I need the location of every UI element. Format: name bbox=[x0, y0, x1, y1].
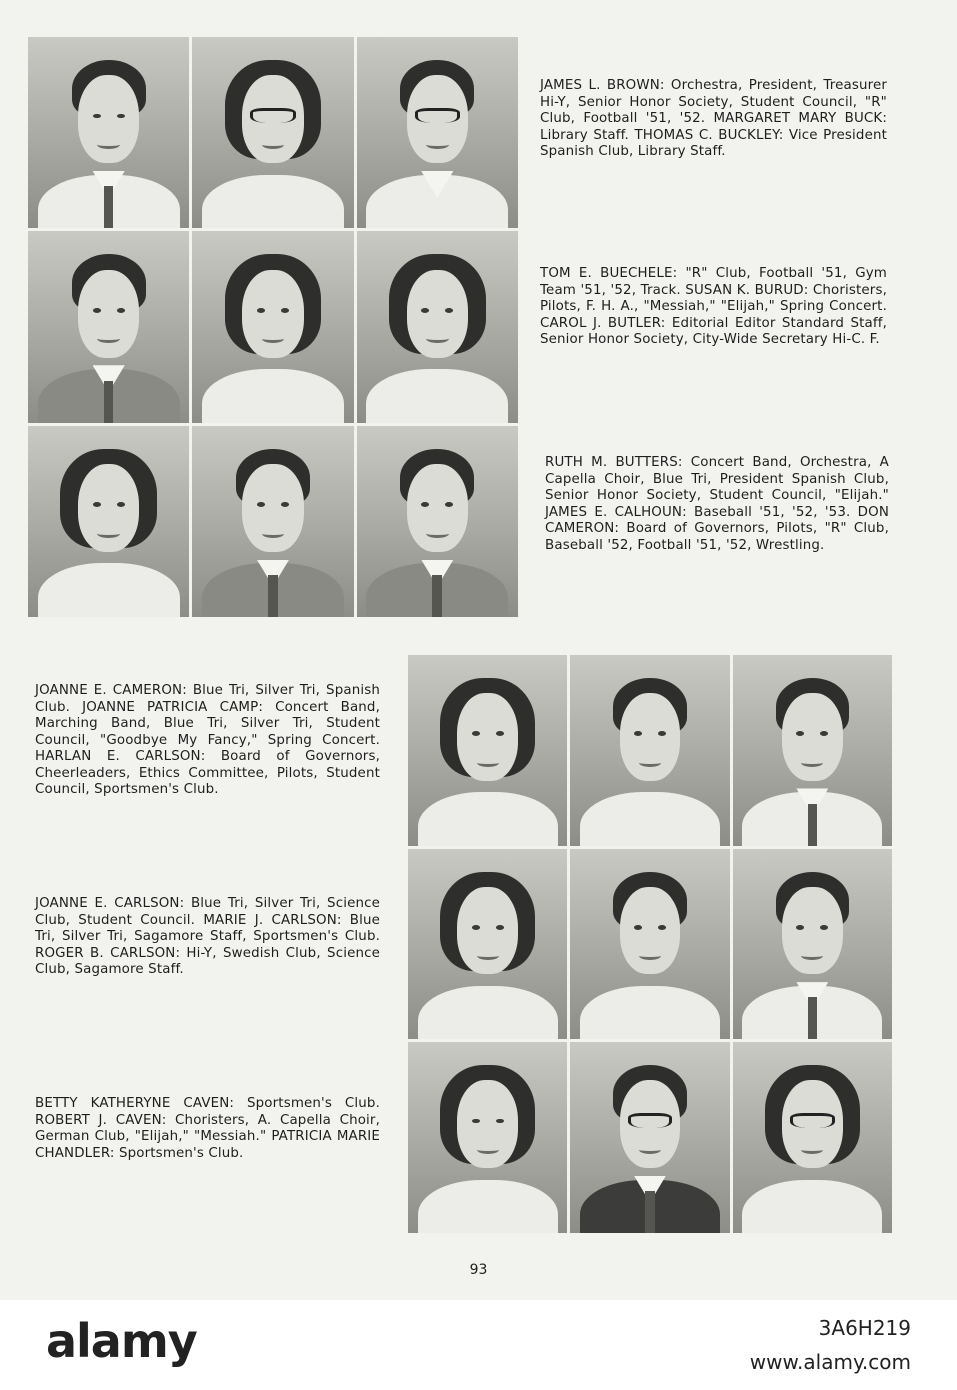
caption-caven-caven-chandler: BETTY KATHERYNE CAVEN: Sportsmen's Club. ROBERT J. CAVEN: Choristers, A. Capella Choir, German Club, "Elijah," "Messiah." PATRICIA MARIE CHANDLER: Sportsmen's Club. bbox=[35, 1096, 380, 1161]
portrait-roger-carlson bbox=[733, 849, 892, 1040]
page-number: 93 bbox=[469, 1262, 488, 1278]
portrait-betty-caven bbox=[408, 1042, 567, 1233]
portrait-joanne-cameron bbox=[408, 655, 567, 846]
caption-carlson-carlson-carlson: JOANNE E. CARLSON: Blue Tri, Silver Tri, Science Club, Student Council. MARIE J. CARLSON: Blue Tri, Silver Tri, Sagamore Staff, Sportsmen's Club. ROGER B. CARLSON: Hi-Y, Swedish Club, Science Club, Sagamore Staff. bbox=[35, 896, 380, 977]
portrait-thomas-buckley bbox=[357, 37, 518, 228]
portrait-james-brown bbox=[28, 37, 189, 228]
portrait-don-cameron bbox=[357, 426, 518, 617]
portrait-ruth-butters bbox=[28, 426, 189, 617]
image-code: 3A6H219 bbox=[818, 1316, 911, 1340]
caption-butters-calhoun-cameron: RUTH M. BUTTERS: Concert Band, Orchestra, A Capella Choir, Blue Tri, President Spanish Club, Senior Honor Society, Student Council, "Elijah." JAMES E. CALHOUN: Baseball '51, '52, '53. DON CAMERON: Board of Governors, Pilots, "R" Club, Baseball '52, Football '51, '52, Wrestling. bbox=[545, 455, 889, 553]
portrait-susan-burud bbox=[192, 231, 353, 422]
caption-cameron-camp-carlson: JOANNE E. CAMERON: Blue Tri, Silver Tri, Spanish Club. JOANNE PATRICIA CAMP: Concert Band, Marching Band, Blue Tri, Silver Tri, Student Council, "Goodbye My Fancy," Spring Concert. HARLAN E. CARLSON: Board of Governors, Cheerleaders, Ethics Committee, Pilots, Student Council, Sportsmen's Club. bbox=[35, 683, 380, 797]
portrait-robert-caven bbox=[570, 1042, 729, 1233]
portrait-tom-buechele bbox=[28, 231, 189, 422]
footer-url: www.alamy.com bbox=[749, 1350, 911, 1374]
portrait-harlan-carlson bbox=[733, 655, 892, 846]
portrait-joanne-camp bbox=[570, 655, 729, 846]
caption-brown-buck-buckley: JAMES L. BROWN: Orchestra, President, Treasurer Hi-Y, Senior Honor Society, Student Council, "R" Club, Football '51, '52. MARGARET MARY BUCK: Library Staff. THOMAS C. BUCKLEY: Vice President Spanish Club, Library Staff. bbox=[540, 78, 887, 159]
stock-footer bbox=[0, 1300, 957, 1390]
portrait-james-calhoun bbox=[192, 426, 353, 617]
top-portrait-grid bbox=[28, 37, 518, 617]
portrait-joanne-e-carlson bbox=[408, 849, 567, 1040]
caption-buechele-burud-butler: TOM E. BUECHELE: "R" Club, Football '51, Gym Team '51, '52, Track. SUSAN K. BURUD: Choristers, Pilots, F. H. A., "Messiah," "Elijah," Spring Concert. CAROL J. BUTLER: Editorial Editor Standard Staff, Senior Honor Society, City-Wide Secretary Hi-C. F. bbox=[540, 266, 887, 347]
portrait-carol-butler bbox=[357, 231, 518, 422]
portrait-margaret-buck bbox=[192, 37, 353, 228]
bottom-portrait-grid bbox=[408, 655, 892, 1233]
portrait-patricia-chandler bbox=[733, 1042, 892, 1233]
alamy-logo: alamy bbox=[46, 1314, 197, 1368]
portrait-marie-carlson bbox=[570, 849, 729, 1040]
